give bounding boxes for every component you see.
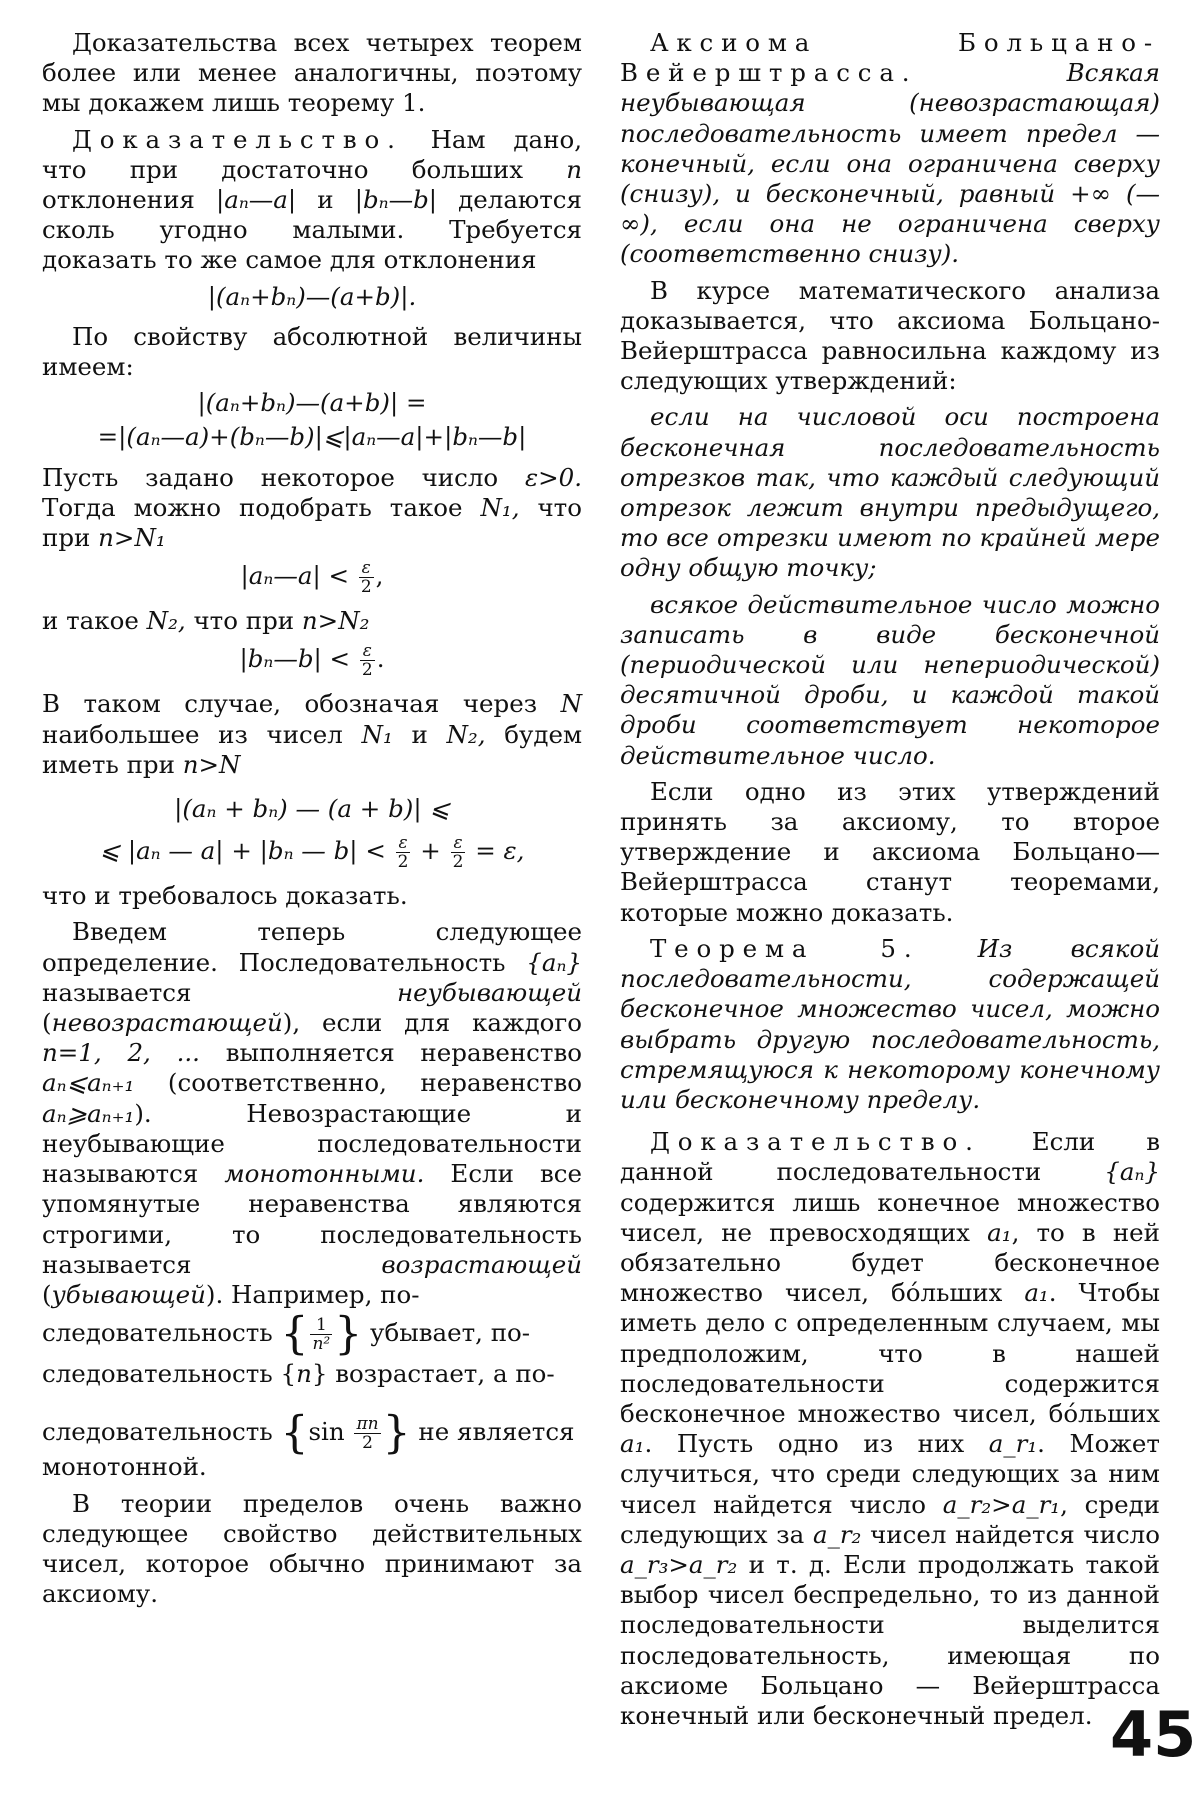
fraction-eps-half: $\frac{\varepsilon}{2}$: [361, 641, 373, 681]
fraction-eps-half: $\frac{\varepsilon}{2}$: [452, 833, 464, 873]
paragraph-qed: что и требовалось доказать.: [42, 881, 408, 911]
paragraph-abs-value: По свойству абсолютной величины имеем:: [42, 321, 582, 382]
paragraph-axiom-intro: В теории пределов очень важно следующее свойство действительных чисел, которое обычно принимают за аксиому.: [42, 1488, 582, 1609]
paragraph-max-n: В таком случае, обозначая через N наибольшее из чисел N₁ и N₂, будем иметь при n>N: [42, 689, 583, 779]
paragraph-definition: Введем теперь следующее определение. Последовательность {aₙ} называется неубывающей (невозрастающей), если для каждого n=1, 2, ... выполняется неравенство aₙ⩽aₙ₊₁ (соответственно, неравенство aₙ⩾aₙ₊₁). Невозрастающие и неубывающие последовательности называются монотонными. Если все упомянутые неравенства являются строгими, то последовательность называется возрастающей (убывающей). Например, по-: [42, 917, 582, 1309]
formula-abs-line-1: |(aₙ+bₙ)—(a+b)| =: [197, 388, 427, 418]
proof-heading: Доказательство.: [650, 1127, 981, 1157]
line-sequence-sine: следовательность {sin $\frac{\pi n}{2}$ } не является: [42, 1407, 575, 1459]
statement-nested-segments: если на числовой оси построена бесконечная последовательность отрезков так, что каждый следующий отрезок лежит внутри предыдущего, то все отрезки имеют по крайней мере одну общую точку;: [620, 402, 1160, 583]
fraction-eps-half: $\frac{\varepsilon}{2}$: [360, 558, 372, 598]
paragraph-equivalence: В курсе математического анализа доказывается, что аксиома Больцано-Вейерштрасса равносильна каждому из следующих утверждений:: [620, 275, 1160, 396]
paragraph-axiom-choice: Если одно из этих утверждений принять за аксиому, то второе утверждение и аксиома Больцано—Вейерштрасса станут теоремами, которые можно доказать.: [620, 776, 1160, 927]
right-column: [620, 28, 1160, 1737]
paragraph-axiom: Аксиома Больцано-Вейерштрасса. Всякая неубывающая (невозрастающая) последовательность имеет предел — конечный, если она ограничена сверху (снизу), и бесконечный, равный +∞ (—∞), если она не ограничена сверху (соответственно снизу).: [620, 28, 1160, 269]
formula-deviation: |(aₙ+bₙ)—(a+b)|.: [207, 281, 417, 311]
theorem-heading: Теорема 5.: [650, 933, 920, 963]
formula-bn-minus-b: |bₙ—b| < $\frac{\varepsilon}{2}$ .: [239, 641, 385, 681]
left-column: [42, 28, 582, 1615]
paragraph-epsilon: Пусть задано некоторое число ε>0. Тогда можно подобрать такое N₁, что при n>N₁: [42, 462, 582, 553]
formula-sum-line-2: ⩽ |aₙ — a| + |bₙ — b| < $\frac{\varepsilon}{2}$ + $\frac{\varepsilon}{2}$ = ε,: [99, 833, 525, 873]
formula-abs-line-2: =|(aₙ—a)+(bₙ—b)|⩽|aₙ—a|+|bₙ—b|: [97, 422, 527, 452]
axiom-heading: Аксиома Больцано-Вейерштрасса.: [620, 28, 1160, 88]
fraction-one-over-n-squared: $\frac{1}{\text{n²}}$: [312, 1315, 331, 1355]
fraction-eps-half: $\frac{\varepsilon}{2}$: [397, 833, 409, 873]
line-sequence-n: следовательность {n} возрастает, а по-: [42, 1359, 555, 1389]
paragraph-proof-theorem-5: Доказательство. Если в данной последовательности {aₙ} содержится лишь конечное множество чисел, не превосходящих a₁, то в ней обязательно будет бесконечное множество чисел, бóльших a₁. Чтобы иметь дело с определенным случаем, мы предположим, что в нашей последовательности содержится бесконечное множество чисел, бóльших a₁. Пусть одно из них a_r₁. Может случиться, что среди следующих за ним чисел найдется число a_r₂>a_r₁, среди следующих за a_r₂ чисел найдется число a_r₃>a_r₂ и т. д. Если продолжать такой выбор чисел беспредельно, то из данной последовательности выделится последовательность, имеющая по аксиоме Больцано — Вейерштрасса конечный или бесконечный предел.: [620, 1127, 1160, 1730]
paragraph-n2: и такое N₂, что при n>N₂: [42, 606, 370, 636]
fraction-pi-n-over-two: $\frac{\pi n}{2}$: [356, 1414, 379, 1454]
statement-decimal-fractions: всякое действительное число можно записать в виде бесконечной (периодической или непериодической) десятичной дроби, и каждой такой дроби соответствует некоторое действительное число.: [620, 589, 1160, 770]
page-number: 45: [1110, 1698, 1197, 1771]
paragraph-proof: Доказательство. Нам дано, что при достаточно больших n отклонения |aₙ—a| и |bₙ—b| делаются сколь угодно малыми. Требуется доказать то же самое для отклонения: [42, 124, 582, 275]
proof-heading: Доказательство.: [72, 124, 403, 154]
line-sequence-inverse-square: следовательность { $\frac{1}{\text{n²}}$ } убывает, по-: [42, 1308, 531, 1360]
paragraph-intro: Доказательства всех четырех теорем более или менее аналогичны, поэтому мы докажем лишь теорему 1.: [42, 28, 582, 118]
formula-sum-line-1: |(aₙ + bₙ) — (a + b)| ⩽: [174, 794, 450, 824]
line-monotone: монотонной.: [42, 1452, 207, 1482]
paragraph-theorem-5: Теорема 5. Из всякой последовательности, содержащей бесконечное множество чисел, можно выбрать другую последовательность, стремящуюся к некоторому конечному или бесконечному пределу.: [620, 933, 1161, 1114]
formula-an-minus-a: |aₙ—a| < $\frac{\varepsilon}{2}$ ,: [240, 558, 384, 598]
